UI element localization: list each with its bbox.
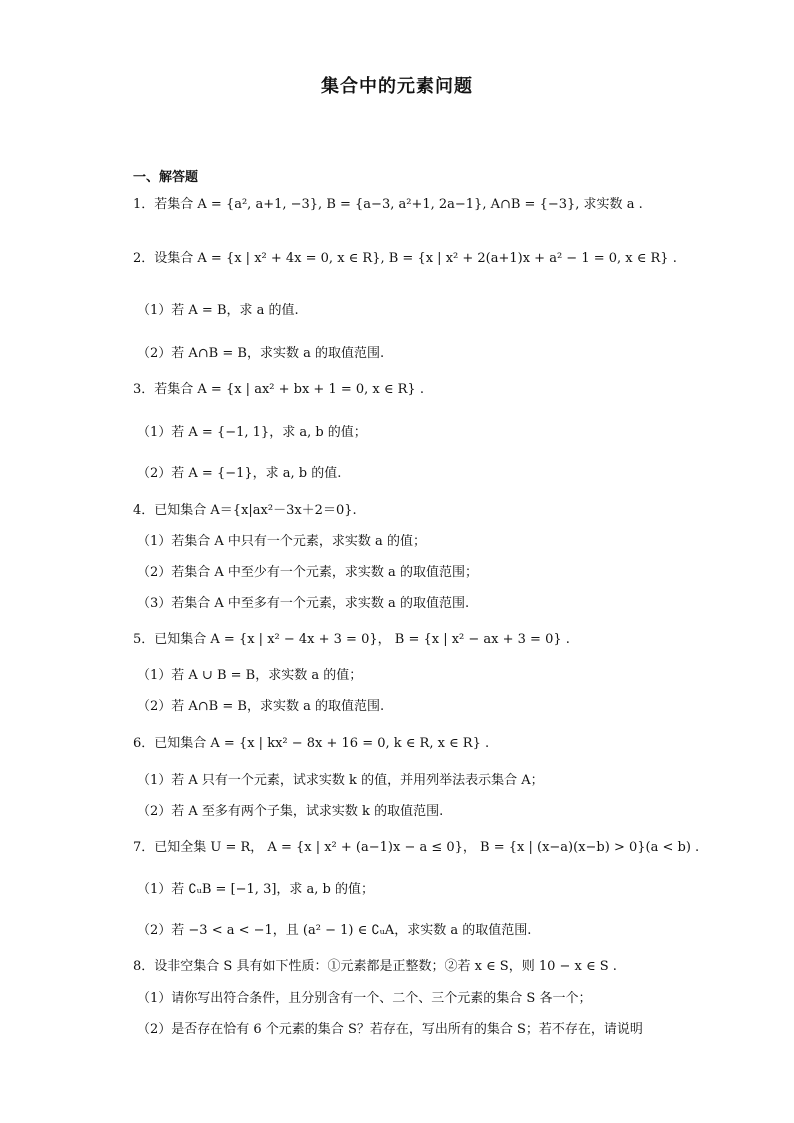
problem-5: 5．已知集合 A = {x | x² − 4x + 3 = 0}， B = {x | x² − ax + 3 = 0} .: [133, 632, 570, 647]
page-title: 集合中的元素问题: [321, 76, 473, 97]
problem-3-part-1: （1）若 A = {−1, 1}，求 a, b 的值；: [137, 425, 367, 440]
problem-1: 1．若集合 A = {a², a+1, −3}, B = {a−3, a²+1, 2a−1}, A∩B = {−3}, 求实数 a .: [133, 197, 643, 212]
problem-2: 2．设集合 A = {x | x² + 4x = 0, x ∈ R}, B = {x | x² + 2(a+1)x + a² − 1 = 0, x ∈ R} .: [133, 251, 677, 266]
problem-8: 8．设非空集合 S 具有如下性质：①元素都是正整数；②若 x ∈ S，则 10 − x ∈ S .: [133, 959, 617, 974]
problem-6-part-2: （2）若 A 至多有两个子集，试求实数 k 的取值范围.: [137, 804, 444, 819]
problem-8-part-1: （1）请你写出符合条件，且分别含有一个、二个、三个元素的集合 S 各一个；: [137, 991, 592, 1006]
problem-7-part-2: （2）若 −3 < a < −1，且 (a² − 1) ∈ ∁ᵤA，求实数 a 的取值范围.: [137, 923, 532, 938]
problem-6-part-1: （1）若 A 只有一个元素，试求实数 k 的值，并用列举法表示集合 A；: [137, 773, 544, 788]
problem-3-part-2: （2）若 A = {−1}，求 a, b 的值.: [137, 466, 342, 481]
problem-4-part-1: （1）若集合 A 中只有一个元素，求实数 a 的值；: [137, 534, 426, 549]
problem-5-part-2: （2）若 A∩B = B，求实数 a 的取值范围.: [137, 699, 385, 714]
problem-4-part-2: （2）若集合 A 中至少有一个元素，求实数 a 的取值范围；: [137, 565, 478, 580]
problem-6: 6．已知集合 A = {x | kx² − 8x + 16 = 0, k ∈ R, x ∈ R} .: [133, 736, 490, 751]
section-heading: 一、解答题: [133, 170, 199, 185]
problem-3: 3．若集合 A = {x | ax² + bx + 1 = 0, x ∈ R} .: [133, 382, 424, 397]
problem-2-part-1: （1）若 A = B，求 a 的值.: [137, 303, 299, 318]
problem-2-part-2: （2）若 A∩B = B，求实数 a 的取值范围.: [137, 346, 385, 361]
problem-5-part-1: （1）若 A ∪ B = B，求实数 a 的值；: [137, 668, 363, 683]
problem-7: 7．已知全集 U = R， A = {x | x² + (a−1)x − a ≤ 0}， B = {x | (x−a)(x−b) > 0}(a < b) .: [133, 840, 700, 855]
problem-8-part-2: （2）是否存在恰有 6 个元素的集合 S？若存在，写出所有的集合 S；若不存在，请说明: [137, 1022, 643, 1037]
problem-7-part-1: （1）若 ∁ᵤB = [−1, 3]，求 a, b 的值；: [137, 882, 375, 897]
problem-4: 4．已知集合 A＝{x|ax²－3x＋2＝0}.: [133, 503, 357, 518]
problem-4-part-3: （3）若集合 A 中至多有一个元素，求实数 a 的取值范围.: [137, 596, 470, 611]
